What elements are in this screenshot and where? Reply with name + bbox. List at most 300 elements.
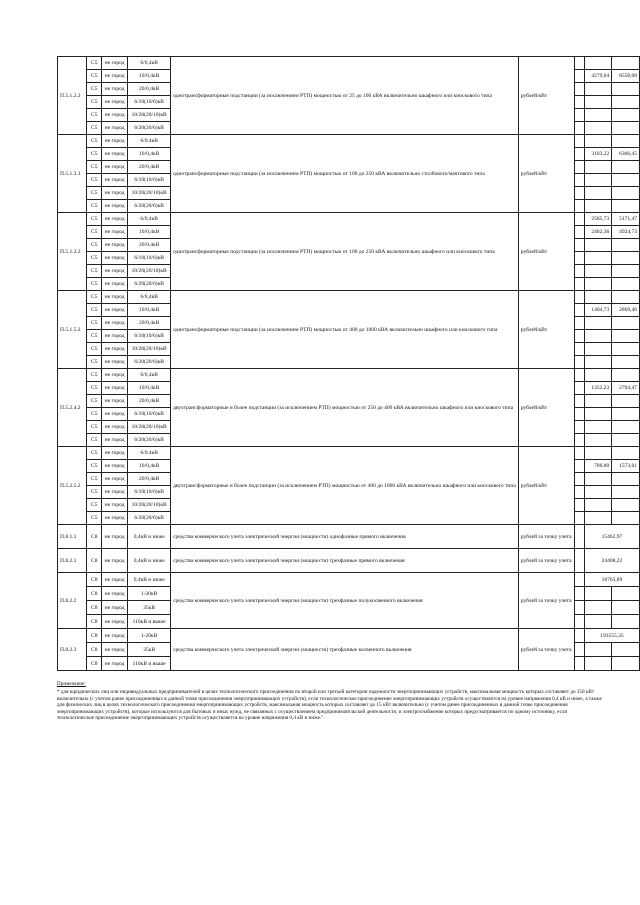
meter-value: 24408,22 [584, 549, 639, 573]
description-cell: двухтрансформаторные и более подстанции (за исключением РТП) мощностью от 250 до 400 кВА включительно шкафного или киоскового типа [171, 369, 519, 447]
location-cell: не город [102, 161, 128, 174]
rate-value-2 [612, 161, 640, 174]
rate-value-1 [584, 83, 611, 96]
voltage-cell: 10/0,4кВ [128, 460, 171, 473]
location-cell: не город [102, 278, 128, 291]
location-cell: не город [102, 122, 128, 135]
location-cell: не город [102, 525, 128, 549]
voltage-cell: 20/0,4кВ [128, 161, 171, 174]
voltage-cell: 35кВ [128, 643, 171, 657]
location-cell: не город [102, 330, 128, 343]
rate-value-1 [584, 343, 611, 356]
category-cell: С5 [87, 135, 102, 148]
table-row [58, 549, 640, 573]
rate-value-2 [612, 265, 640, 278]
row-code: П.8.1.1 [58, 525, 87, 549]
location-cell: не город [102, 265, 128, 278]
category-cell: С5 [87, 408, 102, 421]
location-cell: не город [102, 291, 128, 304]
rate-value-1 [584, 317, 611, 330]
blank-cell [574, 615, 584, 629]
rate-value-1 [584, 486, 611, 499]
category-cell: С5 [87, 70, 102, 83]
rate-value-1 [584, 278, 611, 291]
voltage-cell: 20/0,4кВ [128, 239, 171, 252]
rate-value-2: 2869,46 [612, 304, 640, 317]
blank-cell [574, 343, 584, 356]
category-cell: С5 [87, 122, 102, 135]
blank-cell [574, 187, 584, 200]
blank-cell [574, 356, 584, 369]
location-cell: не город [102, 615, 128, 629]
blank-cell [574, 213, 584, 226]
location-cell: не город [102, 512, 128, 525]
notes-heading: Примечание: [57, 681, 86, 687]
location-cell: не город [102, 395, 128, 408]
voltage-cell: 10/0,4кВ [128, 226, 171, 239]
category-cell: С5 [87, 369, 102, 382]
unit-cell: рублей/кВт [518, 291, 574, 369]
table-row [58, 57, 640, 70]
blank-cell [574, 657, 584, 671]
rate-value-2: 8558,08 [612, 70, 640, 83]
voltage-cell: 35кВ [128, 601, 171, 615]
rate-value-1: 4279,04 [584, 70, 611, 83]
row-code: П.5.1.5.2 [58, 291, 87, 369]
unit-cell: рублей/кВт [518, 369, 574, 447]
blank-cell [574, 122, 584, 135]
category-cell: С8 [87, 587, 102, 601]
unit-cell: рублей/кВт [518, 213, 574, 291]
row-code: П.8.2.1 [58, 549, 87, 573]
voltage-cell: 20/0,4кВ [128, 395, 171, 408]
rate-value-1 [584, 161, 611, 174]
location-cell: не город [102, 434, 128, 447]
rate-value-2 [612, 473, 640, 486]
row-code: П.5.1.3.2 [58, 213, 87, 291]
location-cell: не город [102, 70, 128, 83]
category-cell: С8 [87, 643, 102, 657]
location-cell: не город [102, 573, 128, 587]
voltage-cell: 6/10(10/6)кВ [128, 96, 171, 109]
blank-cell [574, 460, 584, 473]
rate-value-2 [612, 447, 640, 460]
rate-value-1 [584, 57, 611, 70]
location-cell: не город [102, 317, 128, 330]
location-cell: не город [102, 213, 128, 226]
voltage-cell: 6/10(10/6)кВ [128, 330, 171, 343]
blank-cell [612, 601, 640, 615]
location-cell: не город [102, 356, 128, 369]
table-row [58, 447, 640, 460]
rate-value-2: 1573,61 [612, 460, 640, 473]
unit-cell: рублей за точку учета [518, 573, 574, 629]
rate-value-2: 2704,47 [612, 382, 640, 395]
table-row [58, 369, 640, 382]
location-cell: не город [102, 174, 128, 187]
rate-value-2 [612, 135, 640, 148]
blank-cell [574, 587, 584, 601]
location-cell: не город [102, 252, 128, 265]
blank-cell [574, 447, 584, 460]
blank-cell [574, 643, 584, 657]
voltage-cell: 6/0,4кВ [128, 369, 171, 382]
rate-value-2 [612, 421, 640, 434]
voltage-cell: 10/20(20/10)кВ [128, 421, 171, 434]
description-cell: средства коммерческого учета электрической энергии (мощности) однофазные прямого включения [171, 525, 519, 549]
blank-cell [574, 421, 584, 434]
notes-text: * для юридических лиц или индивидуальных предпринимателей в целях технологического присоединения по второй или третьей категории надежности энергопринимающих устройств, максимальная мощность которых составляет до 150 кВт включительно (с учетом ранее присоединенных в данной точке присоединения энергопринимающих устройств), если технологическое присоединение энергопринимающих устройств осуществляется на уровне напряжения 0,4 кВ и ниже, а также для физических лиц в целях технологического присоединения энергопринимающих устройств, максимальная мощность которых составляет до 15 кВт включительно (с учетом ранее присоединенных в данной точке присоединения энергопринимающих устройств), которые используются для бытовых и иных нужд, не связанных с осуществлением предпринимательской деятельности, и электроснабжение которых предусматривается по одному источнику, если технологическое присоединение энергопринимающих устройств осуществляется на уровне напряжения 0,4 кВ и ниже.". [57, 689, 602, 722]
location-cell: не город [102, 200, 128, 213]
category-cell: С5 [87, 317, 102, 330]
category-cell: С5 [87, 213, 102, 226]
voltage-cell: 10/0,4кВ [128, 304, 171, 317]
voltage-cell: 0,4кВ и ниже [128, 573, 171, 587]
rate-value-2 [612, 408, 640, 421]
description-cell: средства коммерческого учета электрической энергии (мощности) трехфазные прямого включения [171, 549, 519, 573]
location-cell: не город [102, 239, 128, 252]
rate-value-1 [584, 369, 611, 382]
category-cell: С5 [87, 226, 102, 239]
table-row [58, 135, 640, 148]
rate-value-1 [584, 252, 611, 265]
location-cell: не город [102, 601, 128, 615]
row-code: П.5.2.5.2 [58, 447, 87, 525]
table-row [58, 291, 640, 304]
rate-value-2 [612, 330, 640, 343]
unit-cell: рублей/кВт [518, 57, 574, 135]
blank-cell [574, 549, 584, 573]
row-code: П.5.2.4.2 [58, 369, 87, 447]
blank-cell [574, 473, 584, 486]
location-cell: не город [102, 629, 128, 643]
category-cell: С5 [87, 187, 102, 200]
location-cell: не город [102, 473, 128, 486]
tariff-table-body [58, 57, 640, 671]
category-cell: С5 [87, 356, 102, 369]
rate-value-1 [584, 135, 611, 148]
rate-value-2 [612, 317, 640, 330]
table-row [58, 629, 640, 643]
voltage-cell: 10/0,4кВ [128, 70, 171, 83]
category-cell: С8 [87, 601, 102, 615]
rate-value-2 [612, 57, 640, 70]
voltage-cell: 6/20(20/6)кВ [128, 122, 171, 135]
rate-value-2 [612, 174, 640, 187]
voltage-cell: 10/20(20/10)кВ [128, 109, 171, 122]
voltage-cell: 6/10(10/6)кВ [128, 174, 171, 187]
description-cell: однотрансформаторные подстанции (за исключением РТП) мощностью от 25 до 100 кВА включительно шкафного или киоскового типа [171, 57, 519, 135]
category-cell: С5 [87, 161, 102, 174]
rate-value-2 [612, 252, 640, 265]
category-cell: С5 [87, 343, 102, 356]
category-cell: С5 [87, 265, 102, 278]
unit-cell: рублей/кВт [518, 447, 574, 525]
blank-cell [574, 96, 584, 109]
rate-value-2 [612, 278, 640, 291]
rate-value-2 [612, 109, 640, 122]
voltage-cell: 6/20(20/6)кВ [128, 278, 171, 291]
category-cell: С5 [87, 473, 102, 486]
rate-value-2 [612, 395, 640, 408]
rate-value-2 [612, 486, 640, 499]
blank-cell [612, 643, 640, 657]
voltage-cell: 10/20(20/10)кВ [128, 265, 171, 278]
blank-cell [574, 278, 584, 291]
blank-cell [574, 408, 584, 421]
location-cell: не город [102, 226, 128, 239]
category-cell: С5 [87, 486, 102, 499]
voltage-cell: 20/0,4кВ [128, 473, 171, 486]
category-cell: С5 [87, 382, 102, 395]
voltage-cell: 10/20(20/10)кВ [128, 499, 171, 512]
blank-cell [574, 83, 584, 96]
category-cell: С5 [87, 239, 102, 252]
blank-cell [574, 304, 584, 317]
rate-value-2: 6366,45 [612, 148, 640, 161]
rate-value-1 [584, 434, 611, 447]
rate-value-1 [584, 265, 611, 278]
category-cell: С8 [87, 629, 102, 643]
rate-value-1: 3183,22 [584, 148, 611, 161]
blank-cell [574, 573, 584, 587]
blank-cell [612, 615, 640, 629]
category-cell: С5 [87, 148, 102, 161]
category-cell: С5 [87, 278, 102, 291]
rate-value-2 [612, 239, 640, 252]
category-cell: С5 [87, 200, 102, 213]
rate-value-1: 1352,23 [584, 382, 611, 395]
location-cell: не город [102, 382, 128, 395]
blank-cell [612, 657, 640, 671]
category-cell: С5 [87, 83, 102, 96]
description-cell: средства коммерческого учета электрической энергии (мощности) трехфазные полукосвенного включения [171, 573, 519, 629]
unit-cell: рублей за точку учета [518, 549, 574, 573]
location-cell: не город [102, 96, 128, 109]
blank-cell [584, 601, 611, 615]
description-cell: однотрансформаторные подстанции (за исключением РТП) мощностью от 400 до 1000 кВА включительно шкафного или киоскового типа [171, 291, 519, 369]
category-cell: С8 [87, 525, 102, 549]
rate-value-2 [612, 369, 640, 382]
blank-cell [574, 601, 584, 615]
meter-value: 18763,89 [584, 573, 639, 587]
blank-cell [584, 615, 611, 629]
blank-cell [612, 587, 640, 601]
blank-cell [574, 70, 584, 83]
category-cell: С5 [87, 499, 102, 512]
table-row [58, 573, 640, 587]
blank-cell [574, 174, 584, 187]
voltage-cell: 10/0,4кВ [128, 148, 171, 161]
location-cell: не город [102, 421, 128, 434]
voltage-cell: 20/0,4кВ [128, 317, 171, 330]
category-cell: С5 [87, 57, 102, 70]
rate-value-1 [584, 109, 611, 122]
voltage-cell: 10/0,4кВ [128, 382, 171, 395]
rate-value-1 [584, 356, 611, 369]
rate-value-1 [584, 96, 611, 109]
rate-value-1 [584, 447, 611, 460]
rate-value-2 [612, 291, 640, 304]
category-cell: С5 [87, 421, 102, 434]
rate-value-1 [584, 473, 611, 486]
rate-value-1: 2462,36 [584, 226, 611, 239]
blank-cell [574, 395, 584, 408]
category-cell: С5 [87, 330, 102, 343]
location-cell: не город [102, 148, 128, 161]
voltage-cell: 6/0,4кВ [128, 213, 171, 226]
description-cell: средства коммерческого учета электрической энергии (мощности) трехфазные косвенного включения [171, 629, 519, 671]
blank-cell [574, 148, 584, 161]
rate-value-2 [612, 200, 640, 213]
rate-value-1: 786,80 [584, 460, 611, 473]
location-cell: не город [102, 135, 128, 148]
category-cell: С5 [87, 174, 102, 187]
location-cell: не город [102, 369, 128, 382]
blank-cell [574, 317, 584, 330]
location-cell: не город [102, 447, 128, 460]
voltage-cell: 110кВ и выше [128, 657, 171, 671]
blank-cell [574, 499, 584, 512]
tariff-table [57, 56, 640, 671]
category-cell: С5 [87, 395, 102, 408]
rate-value-1: 2585,73 [584, 213, 611, 226]
location-cell: не город [102, 57, 128, 70]
category-cell: С5 [87, 96, 102, 109]
blank-cell [574, 161, 584, 174]
notes-section [57, 681, 605, 721]
voltage-cell: 10/20(20/10)кВ [128, 187, 171, 200]
description-cell: однотрансформаторные подстанции (за исключением РТП) мощностью от 100 до 250 кВА включительно столбового/мачтового типа [171, 135, 519, 213]
row-code: П.8.2.3 [58, 629, 87, 671]
voltage-cell: 6/10(10/6)кВ [128, 408, 171, 421]
rate-value-1: 1404,73 [584, 304, 611, 317]
row-code: П.5.1.2.2 [58, 57, 87, 135]
rate-value-1 [584, 122, 611, 135]
blank-cell [574, 200, 584, 213]
voltage-cell: 6/0,4кВ [128, 135, 171, 148]
category-cell: С5 [87, 460, 102, 473]
rate-value-2: 5171,47 [612, 213, 640, 226]
category-cell: С5 [87, 304, 102, 317]
location-cell: не город [102, 304, 128, 317]
rate-value-1 [584, 330, 611, 343]
unit-cell: рублей за точку учета [518, 525, 574, 549]
rate-value-1 [584, 200, 611, 213]
category-cell: С5 [87, 434, 102, 447]
voltage-cell: 6/10(10/6)кВ [128, 252, 171, 265]
category-cell: С8 [87, 657, 102, 671]
blank-cell [574, 291, 584, 304]
location-cell: не город [102, 643, 128, 657]
category-cell: С8 [87, 573, 102, 587]
category-cell: С5 [87, 291, 102, 304]
rate-value-2 [612, 83, 640, 96]
blank-cell [584, 643, 611, 657]
rate-value-2 [612, 356, 640, 369]
rate-value-1 [584, 291, 611, 304]
category-cell: С5 [87, 512, 102, 525]
voltage-cell: 110кВ и выше [128, 615, 171, 629]
location-cell: не город [102, 187, 128, 200]
voltage-cell: 6/0,4кВ [128, 57, 171, 70]
voltage-cell: 10/20(20/10)кВ [128, 343, 171, 356]
voltage-cell: 6/10(10/6)кВ [128, 486, 171, 499]
rate-value-2 [612, 499, 640, 512]
voltage-cell: 6/20(20/6)кВ [128, 200, 171, 213]
row-code: П.8.2.2 [58, 573, 87, 629]
voltage-cell: 1-20кВ [128, 629, 171, 643]
blank-cell [574, 252, 584, 265]
blank-cell [574, 369, 584, 382]
rate-value-2 [612, 434, 640, 447]
location-cell: не город [102, 549, 128, 573]
voltage-cell: 6/20(20/6)кВ [128, 434, 171, 447]
category-cell: С8 [87, 549, 102, 573]
voltage-cell: 0,4кВ и ниже [128, 549, 171, 573]
rate-value-2 [612, 96, 640, 109]
voltage-cell: 1-20кВ [128, 587, 171, 601]
unit-cell: рублей за точку учета [518, 629, 574, 671]
category-cell: С5 [87, 109, 102, 122]
rate-value-1 [584, 512, 611, 525]
location-cell: не город [102, 460, 128, 473]
rate-value-1 [584, 239, 611, 252]
blank-cell [574, 57, 584, 70]
voltage-cell: 20/0,4кВ [128, 83, 171, 96]
category-cell: С5 [87, 447, 102, 460]
blank-cell [574, 382, 584, 395]
blank-cell [574, 109, 584, 122]
row-code: П.5.1.3.1 [58, 135, 87, 213]
rate-value-1 [584, 421, 611, 434]
blank-cell [574, 265, 584, 278]
unit-cell: рублей/кВт [518, 135, 574, 213]
rate-value-2: 4924,73 [612, 226, 640, 239]
location-cell: не город [102, 657, 128, 671]
blank-cell [574, 226, 584, 239]
rate-value-2 [612, 187, 640, 200]
rate-value-1 [584, 408, 611, 421]
rate-value-1 [584, 174, 611, 187]
location-cell: не город [102, 587, 128, 601]
rate-value-1 [584, 395, 611, 408]
voltage-cell: 6/0,4кВ [128, 291, 171, 304]
table-row [58, 525, 640, 549]
location-cell: не город [102, 343, 128, 356]
description-cell: однотрансформаторные подстанции (за исключением РТП) мощностью от 100 до 250 кВА включительно шкафного или киоскового типа [171, 213, 519, 291]
table-row [58, 213, 640, 226]
voltage-cell: 6/0,4кВ [128, 447, 171, 460]
rate-value-1 [584, 499, 611, 512]
blank-cell [574, 629, 584, 643]
voltage-cell: 6/20(20/6)кВ [128, 356, 171, 369]
rate-value-2 [612, 512, 640, 525]
location-cell: не город [102, 486, 128, 499]
category-cell: С5 [87, 252, 102, 265]
blank-cell [574, 512, 584, 525]
blank-cell [574, 525, 584, 549]
location-cell: не город [102, 499, 128, 512]
rate-value-2 [612, 122, 640, 135]
voltage-cell: 0,4кВ и ниже [128, 525, 171, 549]
blank-cell [584, 587, 611, 601]
blank-cell [574, 486, 584, 499]
blank-cell [574, 135, 584, 148]
rate-value-1 [584, 187, 611, 200]
location-cell: не город [102, 83, 128, 96]
meter-value: 193555,35 [584, 629, 639, 643]
